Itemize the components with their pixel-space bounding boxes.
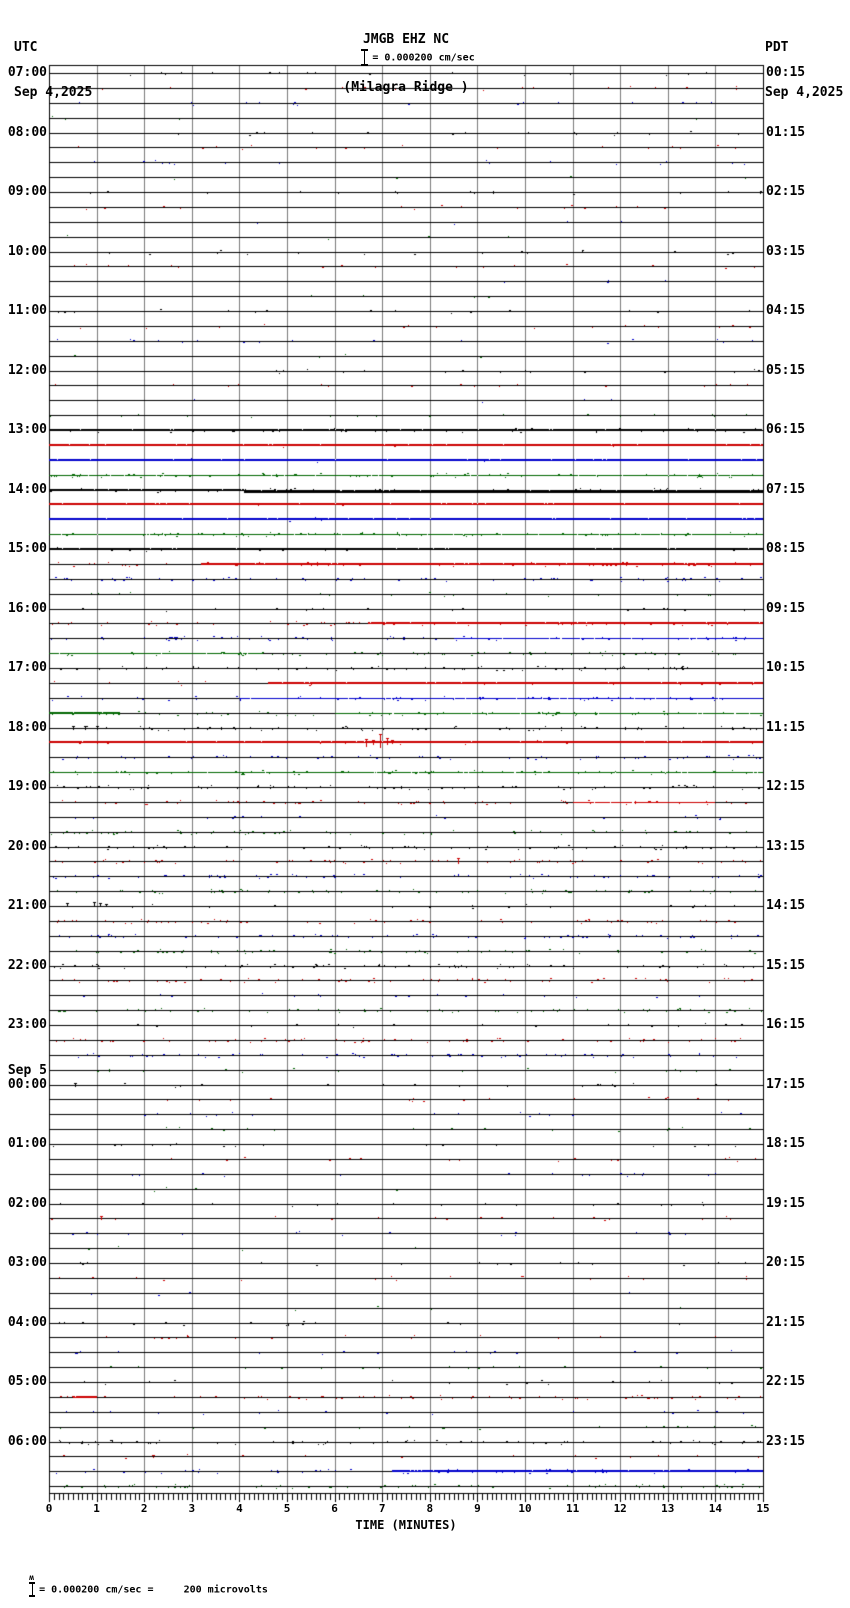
right-time-label: 19:15	[766, 1196, 806, 1211]
footer-ibeam-icon	[29, 1582, 35, 1597]
x-tick-label: 5	[283, 1502, 291, 1515]
x-tick-label: 2	[140, 1502, 148, 1515]
right-time-label: 23:15	[766, 1434, 806, 1449]
right-time-label: 05:15	[766, 363, 806, 378]
left-time-label: 02:00	[7, 1196, 47, 1211]
right-time-label: 22:15	[766, 1374, 806, 1389]
right-time-label: 06:15	[766, 422, 806, 437]
footer-note: = 0.000200 cm/sec = 200 microvolts	[39, 1584, 268, 1596]
left-time-label: 09:00	[7, 184, 47, 199]
right-time-label: 12:15	[766, 779, 806, 794]
x-tick-label: 15	[756, 1502, 770, 1515]
left-time-label: 22:00	[7, 958, 47, 973]
left-time-label: 14:00	[7, 482, 47, 497]
footer-scale-note	[5, 1560, 268, 1608]
left-time-label: 01:00	[7, 1136, 47, 1151]
right-time-label: 02:15	[766, 184, 806, 199]
left-time-label: 17:00	[7, 660, 47, 675]
right-time-label: 18:15	[766, 1136, 806, 1151]
left-time-label: 23:00	[7, 1017, 47, 1032]
left-time-label: 06:00	[7, 1434, 47, 1449]
left-time-label: 19:00	[7, 779, 47, 794]
x-tick-label: 7	[378, 1502, 386, 1515]
x-tick-label: 3	[188, 1502, 196, 1515]
x-tick-label: 11	[565, 1502, 580, 1515]
pdt-timezone-label: PDT	[765, 40, 789, 55]
scale-legend	[49, 38, 763, 77]
scale-label: = 0.000200 cm/sec	[372, 52, 475, 64]
right-time-label: 13:15	[766, 839, 806, 854]
right-time-label: 20:15	[766, 1255, 806, 1270]
left-date-label: Sep 5	[7, 1063, 47, 1078]
left-time-label: 20:00	[7, 839, 47, 854]
right-time-label: 07:15	[766, 482, 806, 497]
right-time-label: 09:15	[766, 601, 806, 616]
left-time-label: 05:00	[7, 1374, 47, 1389]
left-time-label: 18:00	[7, 720, 47, 735]
left-time-label: 08:00	[7, 125, 47, 140]
x-tick-label: 12	[613, 1502, 627, 1515]
right-time-label: 03:15	[766, 244, 806, 259]
footer-prefix-glyph: ʍ	[29, 1573, 34, 1582]
left-time-label: 07:00	[7, 65, 47, 80]
x-tick-label: 1	[93, 1502, 100, 1515]
left-time-label: 10:00	[7, 244, 47, 259]
left-time-label: 13:00	[7, 422, 47, 437]
utc-date-label: Sep 4,2025	[14, 85, 93, 100]
x-tick-label: 9	[474, 1502, 481, 1515]
right-time-label: 14:15	[766, 898, 806, 913]
right-time-label: 01:15	[766, 125, 806, 140]
x-tick-label: 10	[518, 1502, 532, 1515]
right-time-label: 04:15	[766, 303, 806, 318]
left-time-label: 11:00	[7, 303, 47, 318]
left-time-label: 03:00	[7, 1255, 47, 1270]
x-axis-title: TIME (MINUTES)	[355, 1518, 457, 1532]
right-time-label: 11:15	[766, 720, 806, 735]
x-tick-label: 8	[426, 1502, 434, 1515]
right-time-label: 17:15	[766, 1077, 806, 1092]
left-time-label: 12:00	[7, 363, 47, 378]
x-tick-label: 13	[661, 1502, 675, 1515]
left-time-label: 00:00	[7, 1077, 47, 1092]
station-subtitle: (Milagra Ridge )	[343, 80, 469, 95]
right-time-label: 16:15	[766, 1017, 806, 1032]
x-tick-label: 6	[331, 1502, 338, 1515]
scale-ibeam-icon	[361, 49, 368, 66]
left-time-label: 04:00	[7, 1315, 47, 1330]
left-time-label: 16:00	[7, 601, 47, 616]
right-time-label: 21:15	[766, 1315, 806, 1330]
right-time-label: 08:15	[766, 541, 806, 556]
x-tick-label: 14	[708, 1502, 723, 1515]
right-time-label: 10:15	[766, 660, 806, 675]
right-time-label: 15:15	[766, 958, 806, 973]
pdt-date-label: Sep 4,2025	[765, 85, 844, 100]
x-tick-label: 4	[236, 1502, 243, 1515]
right-time-label: 00:15	[766, 65, 806, 80]
utc-timezone-label: UTC	[14, 40, 38, 55]
station-title: JMGB EHZ NC	[362, 32, 450, 47]
x-tick-label: 0	[45, 1502, 53, 1515]
left-time-label: 21:00	[7, 898, 47, 913]
left-time-label: 15:00	[7, 541, 47, 556]
